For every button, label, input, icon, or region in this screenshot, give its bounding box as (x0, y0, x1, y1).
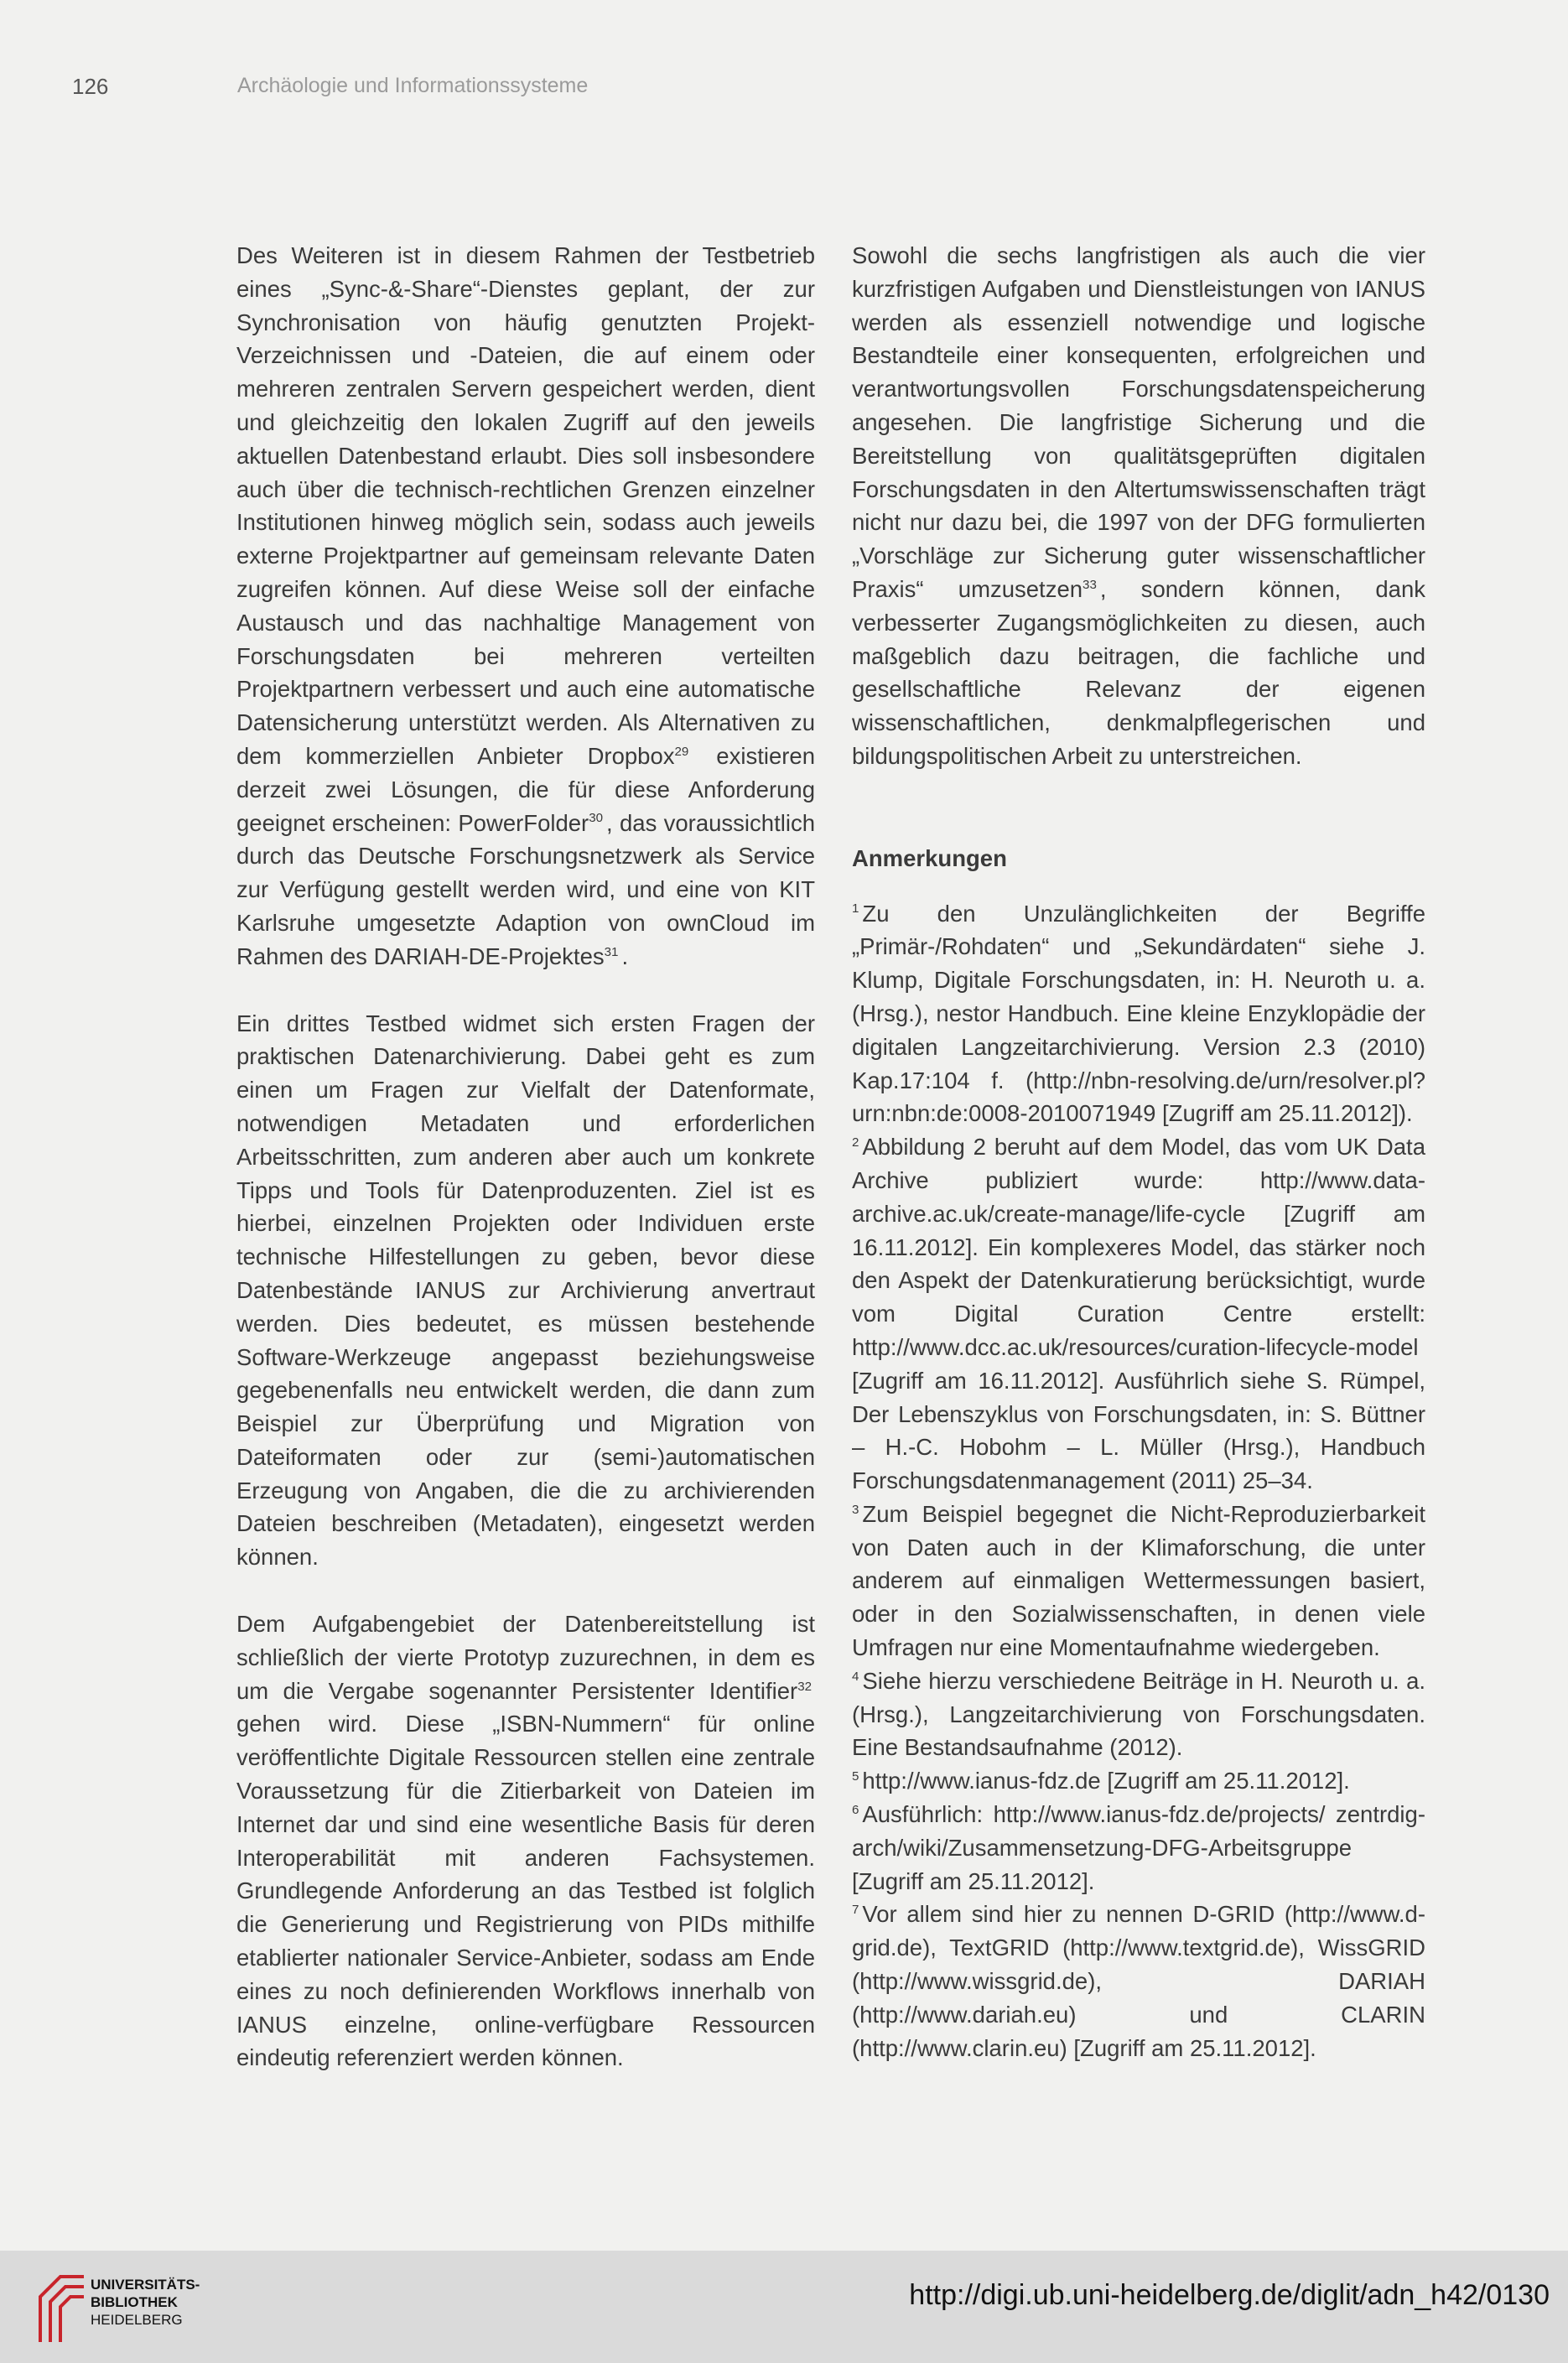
footnote: $^3$ Zum Beispiel begegnet die Nicht-Reproduzierbarkeit von Daten auch in der Klimaforschung, die unter anderem auf einmaligen Wettermessungen basiert, oder in den Sozialwissenschaften, in denen viele Umfragen nur eine Momentaufnahme wiedergeben. (852, 1500, 1425, 1661)
footnote: $^7$ Vor allem sind hier zu nennen D-GRID (http://www.d-grid.de), TextGRID (http://www.textgrid.de), WissGRID (http://www.wissgrid.de), DARIAH (http://www.dariah.eu) und CLARIN (http://www.clarin.eu) [Zugriff am 25.11.2012]. (852, 1901, 1425, 2061)
footnote: $^1$ Zu den Unzulänglichkeiten der Begriffe „Primär-/Rohdaten“ und „Sekundärdaten“ siehe J. Klump, Digitale Forschungsdaten, in: H. Neuroth u. a. (Hrsg.), nestor Handbuch. Eine kleine Enzyklopädie der digitalen Langzeitarchivierung. Version 2.3 (2010) Kap.17:104 f. (http://nbn-resolving.de/urn/resolver.pl?urn:nbn:de:0008-2010071949 [Zugriff am 25.11.2012]). (852, 900, 1425, 1127)
running-head: Archäologie und Informationssysteme (237, 74, 589, 97)
paragraph: Sowohl die sechs langfristigen als auch die vier kurzfristigen Aufgaben und Dienstleistungen von IANUS werden als essenziell notwendige und logische Bestandteile einer konsequenten, erfolgreichen und verantwortungsvollen Forschungsdatenspeicherung angesehen. Die langfristige Sicherung und die Bereitstellung von qualitätsgeprüften digitalen Forschungsdaten in den Altertumswissenschaften trägt nicht nur dazu bei, die 1997 von der DFG formulierten „Vorschläge zur Sicherung guter wissenschaftlicher Praxis“ umzusetzen$^{33}$ , sondern können, dank verbesserter Zugangsmöglichkeiten zu diesen, auch maßgeblich dazu beitragen, die fachliche und gesellschaftliche Relevanz der eigenen wissenschaftlichen, denkmalpflegerischen und bildungspolitischen Arbeit zu unterstreichen. (852, 242, 1425, 769)
footnote-ref: 31 (604, 944, 619, 959)
footnote-ref: 33 (1083, 577, 1097, 592)
notes-heading: Anmerkungen (852, 844, 1007, 871)
footnote: $^2$ Abbildung 2 beruht auf dem Model, das vom UK Data Archive publiziert wurde: http://www.data-archive.ac.uk/create-manage/life-cycle [Zugriff am 16.11.2012]. Ein komplexeres Model, das stärker noch den Aspekt der Datenkuratierung berücksichtigt, wurde vom Digital Curation Centre erstellt: http://www.dcc.ac.uk/resources/curation-lifecycle-model [Zugriff am 16.11.2012]. Ausführlich siehe S. Rümpel, Der Lebenszyklus von Forschungsdaten, in: S. Büttner – H.-C. Hobohm – L. Müller (Hrsg.), Handbuch Forschungsdatenmanagement (2011) 25–34. (852, 1134, 1425, 1494)
paragraph: Dem Aufgabengebiet der Datenbereitstellung ist schließlich der vierte Prototyp zuzurechnen, in dem es um die Vergabe sogenannter Persistenter Identifier$^{32}$ gehen wird. Diese „ISBN-Nummern“ für online veröffentlichte Digitale Ressourcen stellen eine zentrale Voraussetzung für die Zitierbarkeit von Dateien im Internet dar und sind eine wesentliche Basis für deren Interoperabilität mit anderen Fachsystemen. Grundlegende Anforderung an das Testbed ist folglich die Generierung und Registrierung von PIDs mithilfe etablierter nationaler Service-Anbieter, sodass am Ende eines zu noch definierenden Workflows innerhalb von IANUS einzelne, online-verfügbare Ressourcen eindeutig referenziert werden können. (236, 1611, 815, 2071)
paragraph: Des Weiteren ist in diesem Rahmen der Testbetrieb eines „Sync-&-Share“-Dienstes geplant, der zur Synchronisation von häufig genutzten Projekt-Verzeichnissen und -Dateien, die auf einem oder mehreren zentralen Servern gespeichert werden, dient und gleichzeitig den lokalen Zugriff auf den jeweils aktuellen Datenbestand erlaubt. Dies soll insbesondere auch über die technisch-rechtlichen Grenzen einzelner Institutionen hinweg möglich sein, sodass auch jeweils externe Projektpartner auf gemeinsam relevante Daten zugreifen können. Auf diese Weise soll der einfache Austausch und das nachhaltige Management von Forschungsdaten bei mehreren verteilten Projektpartnern verbessert und auch eine automatische Datensicherung unterstützt werden. Als Alternativen zu dem kommerziellen Anbieter Dropbox$^{29}$ existieren derzeit zwei Lösungen, die für diese Anforderung geeignet erscheinen: PowerFolder$^{30}$ , das voraussichtlich durch das Deutsche Forschungsnetzwerk als Service zur Verfügung gestellt werden wird, und eine von KIT Karlsruhe umgesetzte Adaption von ownCloud im Rahmen des DARIAH-DE-Projektes$^{31}$ . (236, 242, 816, 969)
footnote: $^6$ Ausführlich: http://www.ianus-fdz.de/projects/ zentrdig-arch/wiki/Zusammensetzung-DFG-Arbeitsgruppe [Zugriff am 25.11.2012]. (852, 1801, 1425, 1894)
footnote: $^5$ http://www.ianus-fdz.de [Zugriff am 25.11.2012]. (852, 1768, 1350, 1794)
library-name: UNIVERSITÄTS- BIBLIOTHEK HEIDELBERG (91, 2277, 200, 2328)
paragraph: Ein drittes Testbed widmet sich ersten Fragen der praktischen Datenarchivierung. Dabei geht es zum einen um Fragen zur Vielfalt der Datenformate, notwendigen Metadaten und erforderlichen Arbeitsschritten, zum anderen aber auch um konkrete Tipps und Tools für Datenproduzenten. Ziel ist es hierbei, einzelnen Projekten oder Individuen erste technische Hilfestellungen zu geben, bevor diese Datenbestände IANUS zur Archivierung anvertraut werden. Dies bedeutet, es müssen bestehende Software-Werkzeuge angepasst beziehungsweise gegebenenfalls neu entwickelt werden, die dann zum Beispiel zur Überprüfung und Migration von Dateiformaten oder zur (semi-)automatischen Erzeugung von Angaben, die die zu archivierenden Dateien beschreiben (Metadaten), eingesetzt werden können. (236, 1010, 815, 1571)
footnote-ref: 30 (589, 811, 604, 826)
footnotes-list (852, 897, 1425, 2065)
right-column (852, 239, 1425, 2064)
page-number: 126 (72, 74, 109, 99)
footnote: $^4$ Siehe hierzu verschiedene Beiträge in H. Neuroth u. a. (Hrsg.), Langzeitarchivierung von Forschungsdaten. Eine Bestandsaufnahme (2012). (852, 1667, 1425, 1761)
footnote-ref: 32 (797, 1679, 812, 1694)
left-column (236, 239, 815, 2075)
source-url-link[interactable]: http://digi.ub.uni-heidelberg.de/diglit/adn_h42/0130 (909, 2279, 1550, 2311)
university-library-logo-icon (32, 2268, 87, 2344)
footnote-ref: 29 (674, 744, 689, 759)
